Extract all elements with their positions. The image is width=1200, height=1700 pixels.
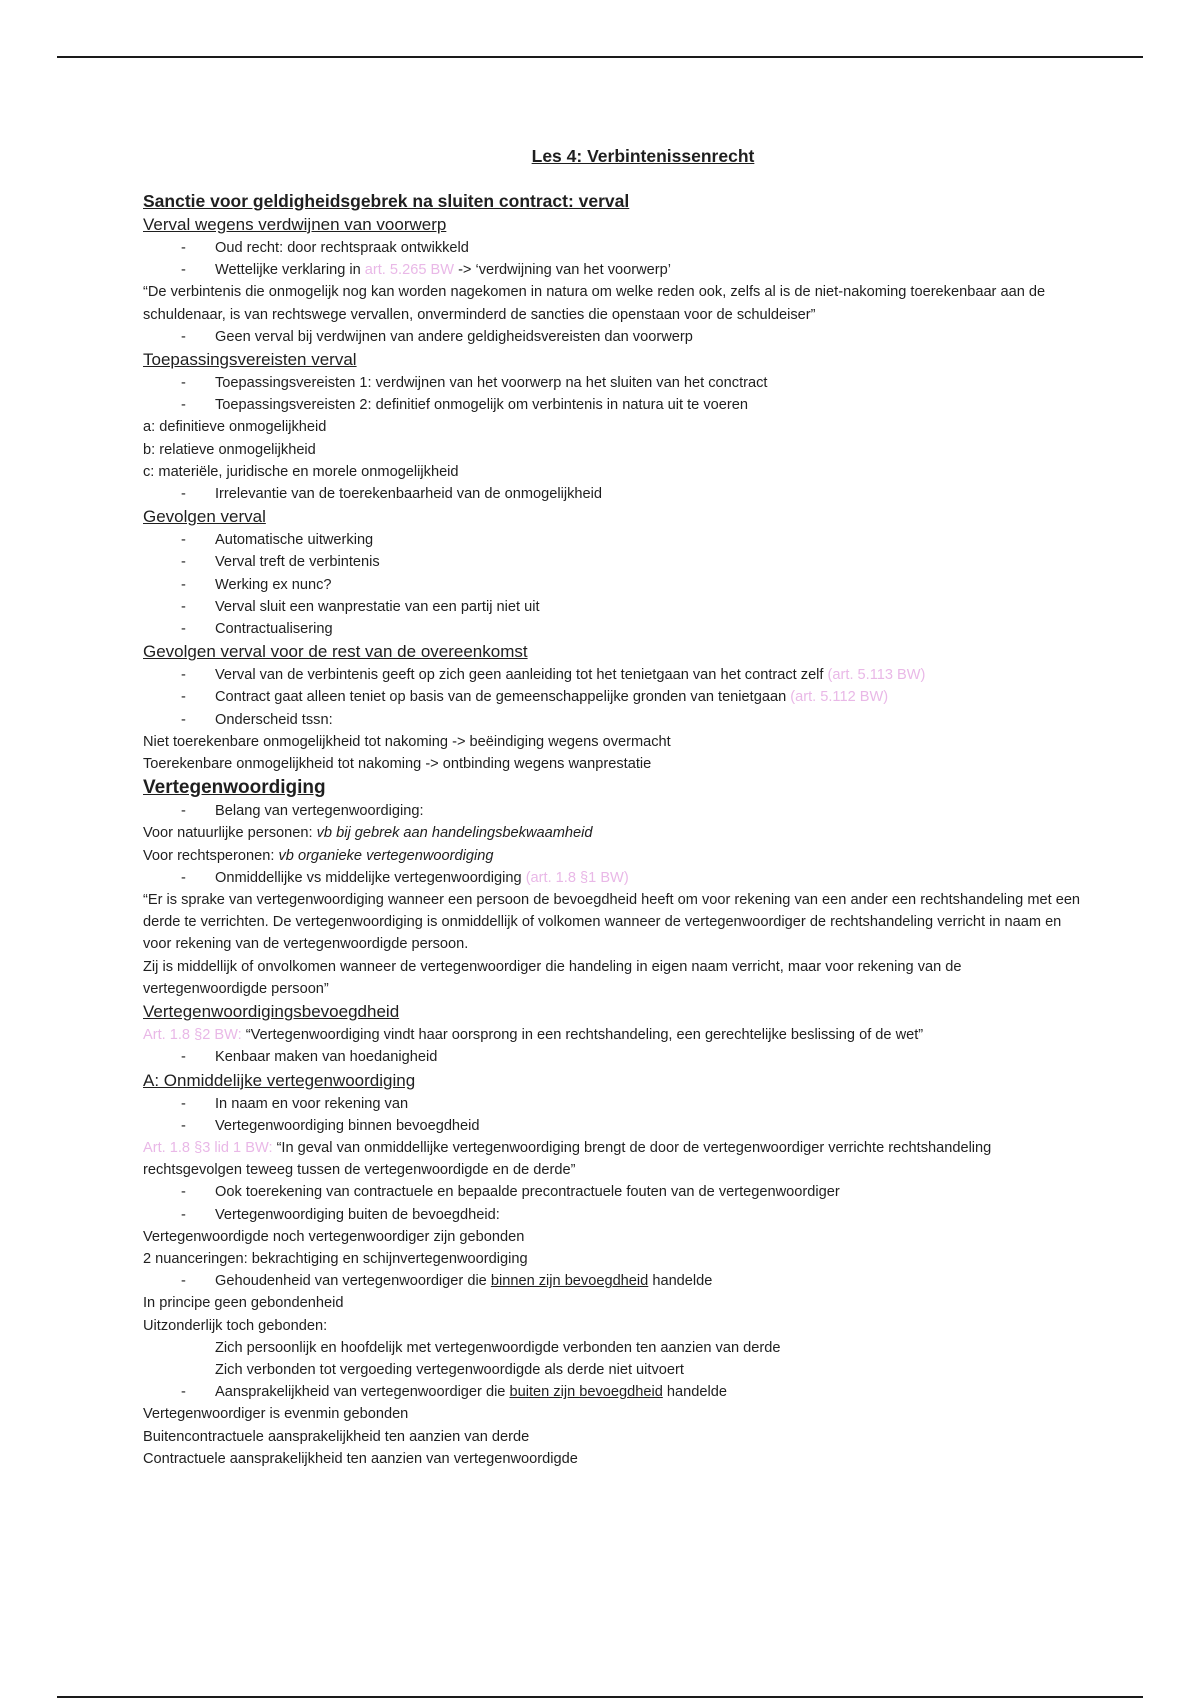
bullet-item xyxy=(143,1381,1083,1403)
article-reference: (art. 5.113 BW) xyxy=(827,667,926,684)
line-text: Voor natuurlijke personen: xyxy=(143,825,317,842)
text-line: Niet toerekenbare onmogelijkheid tot nakoming -> beëindiging wegens overmacht xyxy=(143,733,671,750)
bullet-item: - Automatische uitwerking xyxy=(143,529,1083,551)
example-text: vb organieke vertegenwoordiging xyxy=(278,847,494,864)
document-body xyxy=(143,144,1083,1470)
bullet-text: handelde xyxy=(648,1273,713,1290)
text-line xyxy=(143,845,1083,867)
section-heading-vertegenwoordiging: Vertegenwoordiging xyxy=(143,777,326,799)
subheading-bevoegdheid: Vertegenwoordigingsbevoegdheid xyxy=(143,1002,400,1022)
quote-text: “Vertegenwoordiging vindt haar oorsprong in een rechtshandeling, een gerechtelijke beslissing of de wet” xyxy=(241,1027,924,1044)
text-line: Contractuele aansprakelijkheid ten aanzien van vertegenwoordigde xyxy=(143,1450,578,1467)
bullet-text: Aansprakelijkheid van vertegenwoordiger die xyxy=(215,1384,510,1401)
text-line: Uitzonderlijk toch gebonden: xyxy=(143,1317,328,1334)
subheading-verdwijnen-voorwerp: Verval wegens verdwijnen van voorwerp xyxy=(143,215,447,234)
bullet-item: - Ook toerekening van contractuele en bepaalde precontractuele fouten van de vertegenwoordiger xyxy=(143,1181,1083,1203)
text-line: Toerekenbare onmogelijkheid tot nakoming -> ontbinding wegens wanprestatie xyxy=(143,756,652,773)
text-line: 2 nuanceringen: bekrachtiging en schijnvertegenwoordiging xyxy=(143,1250,528,1267)
bullet-item: - Vertegenwoordiging buiten de bevoegdheid: xyxy=(143,1204,1083,1226)
bullet-item: - Oud recht: door rechtspraak ontwikkeld xyxy=(143,237,1083,259)
bullet-item xyxy=(143,259,1083,281)
bullet-item: - Toepassingsvereisten 2: definitief onmogelijk om verbintenis in natura uit te voeren xyxy=(143,394,1083,416)
bullet-text: Wettelijke verklaring in xyxy=(215,262,365,279)
text-line: Buitencontractuele aansprakelijkheid ten aanzien van derde xyxy=(143,1428,530,1445)
article-reference: Art. 1.8 §2 BW: xyxy=(143,1027,242,1044)
bullet-text: Onmiddellijke vs middelijke vertegenwoordiging xyxy=(215,869,526,886)
text-line: a: definitieve onmogelijkheid xyxy=(143,419,327,436)
bullet-text: Gehoudenheid van vertegenwoordiger die xyxy=(215,1273,491,1290)
bullet-item: - Onderscheid tssn: xyxy=(143,709,1083,731)
article-quote xyxy=(143,1024,1083,1046)
section-heading-verval: Sanctie voor geldigheidsgebrek na sluiten contract: verval xyxy=(143,191,630,211)
bullet-item xyxy=(143,664,1083,686)
bullet-text: handelde xyxy=(662,1384,727,1401)
article-reference: Art. 1.8 §3 lid 1 BW: xyxy=(143,1139,273,1156)
line-text: Voor rechtsperonen: xyxy=(143,847,279,864)
bullet-item: - In naam en voor rekening van xyxy=(143,1093,1083,1115)
quote-paragraph: Zij is middellijk of onvolkomen wanneer de vertegenwoordiger die handeling in eigen naam verricht, maar voor rekening van de vertegenwoordigde persoon” xyxy=(143,958,962,997)
article-reference: (art. 1.8 §1 BW) xyxy=(525,869,629,886)
bullet-item: - Toepassingsvereisten 1: verdwijnen van het voorwerp na het sluiten van het conctract xyxy=(143,372,1083,394)
subheading-gevolgen-overeenkomst: Gevolgen verval voor de rest van de overeenkomst xyxy=(143,642,528,662)
subheading-toepassingsvereisten: Toepassingsvereisten verval xyxy=(143,350,357,370)
bullet-text: Verval van de verbintenis geeft op zich geen aanleiding tot het tenietgaan van het contract zelf xyxy=(215,667,828,684)
bullet-item: - Belang van vertegenwoordiging: xyxy=(143,800,1083,822)
article-reference: (art. 5.112 BW) xyxy=(790,689,889,706)
underlined-text: buiten zijn bevoegdheid xyxy=(509,1384,663,1401)
bullet-item: - Verval sluit een wanprestatie van een partij niet uit xyxy=(143,596,1083,618)
quote-paragraph: “Er is sprake van vertegenwoordiging wanneer een persoon de bevoegdheid heeft om voor rekening van een ander een rechtshandeling met een derde te verrichten. De vertegenwoordiging is onmiddellijk of volkomen wanneer de vertegenwoordiger de rechtshandeling verricht in naam en voor rekening van de vertegenwoordigde persoon. xyxy=(143,892,1081,953)
indented-line: Zich verbonden tot vergoeding vertegenwoordigde als derde niet uitvoert xyxy=(215,1361,684,1378)
bullet-item: - Verval treft de verbintenis xyxy=(143,551,1083,573)
article-reference: art. 5.265 BW xyxy=(364,262,455,279)
page-title: Les 4: Verbintenissenrecht xyxy=(531,146,755,166)
text-line: Vertegenwoordigde noch vertegenwoordiger zijn gebonden xyxy=(143,1228,525,1245)
text-line: b: relatieve onmogelijkheid xyxy=(143,441,316,458)
indented-line: Zich persoonlijk en hoofdelijk met vertegenwoordigde verbonden ten aanzien van derde xyxy=(215,1339,781,1356)
bullet-item: - Irrelevantie van de toerekenbaarheid van de onmogelijkheid xyxy=(143,483,1083,505)
subheading-gevolgen-verval: Gevolgen verval xyxy=(143,507,266,527)
underlined-text: binnen zijn bevoegdheid xyxy=(490,1273,649,1290)
subheading-onmiddelijke-vertegenwoordiging: A: Onmiddelijke vertegenwoordiging xyxy=(143,1070,416,1090)
bullet-item xyxy=(143,686,1083,708)
bullet-item: - Kenbaar maken van hoedanigheid xyxy=(143,1046,1083,1068)
example-text: vb bij gebrek aan handelingsbekwaamheid xyxy=(316,825,593,842)
bullet-item xyxy=(143,1270,1083,1292)
top-rule xyxy=(57,56,1143,58)
bullet-text: -> ‘verdwijning van het voorwerp’ xyxy=(454,262,671,279)
bullet-item: - Geen verval bij verdwijnen van andere geldigheidsvereisten dan voorwerp xyxy=(143,326,1083,348)
text-line xyxy=(143,822,1083,844)
text-line: Vertegenwoordiger is evenmin gebonden xyxy=(143,1406,409,1423)
bottom-rule xyxy=(57,1696,1143,1698)
text-line: In principe geen gebondenheid xyxy=(143,1295,344,1312)
quote-paragraph: “De verbintenis die onmogelijk nog kan worden nagekomen in natura om welke reden ook, zelfs al is de niet-nakoming toerekenbaar aan de schuldenaar, is van rechtswege vervallen, onverminderd de sancties die openstaan voor de schuldeiser” xyxy=(143,284,1046,323)
bullet-item: - Werking ex nunc? xyxy=(143,574,1083,596)
bullet-text: Contract gaat alleen teniet op basis van de gemeenschappelijke gronden van tenietgaan xyxy=(215,689,791,706)
text-line: c: materiële, juridische en morele onmogelijkheid xyxy=(143,463,459,480)
bullet-item: - Vertegenwoordiging binnen bevoegdheid xyxy=(143,1115,1083,1137)
quote-text: “In geval van onmiddellijke vertegenwoordiging brengt de door de vertegenwoordiger verrichte rechtshandeling rechtsgevolgen teweeg tussen de vertegenwoordigde en de derde” xyxy=(143,1139,992,1179)
article-quote xyxy=(143,1137,1083,1181)
bullet-item xyxy=(143,867,1083,889)
bullet-item: - Contractualisering xyxy=(143,618,1083,640)
